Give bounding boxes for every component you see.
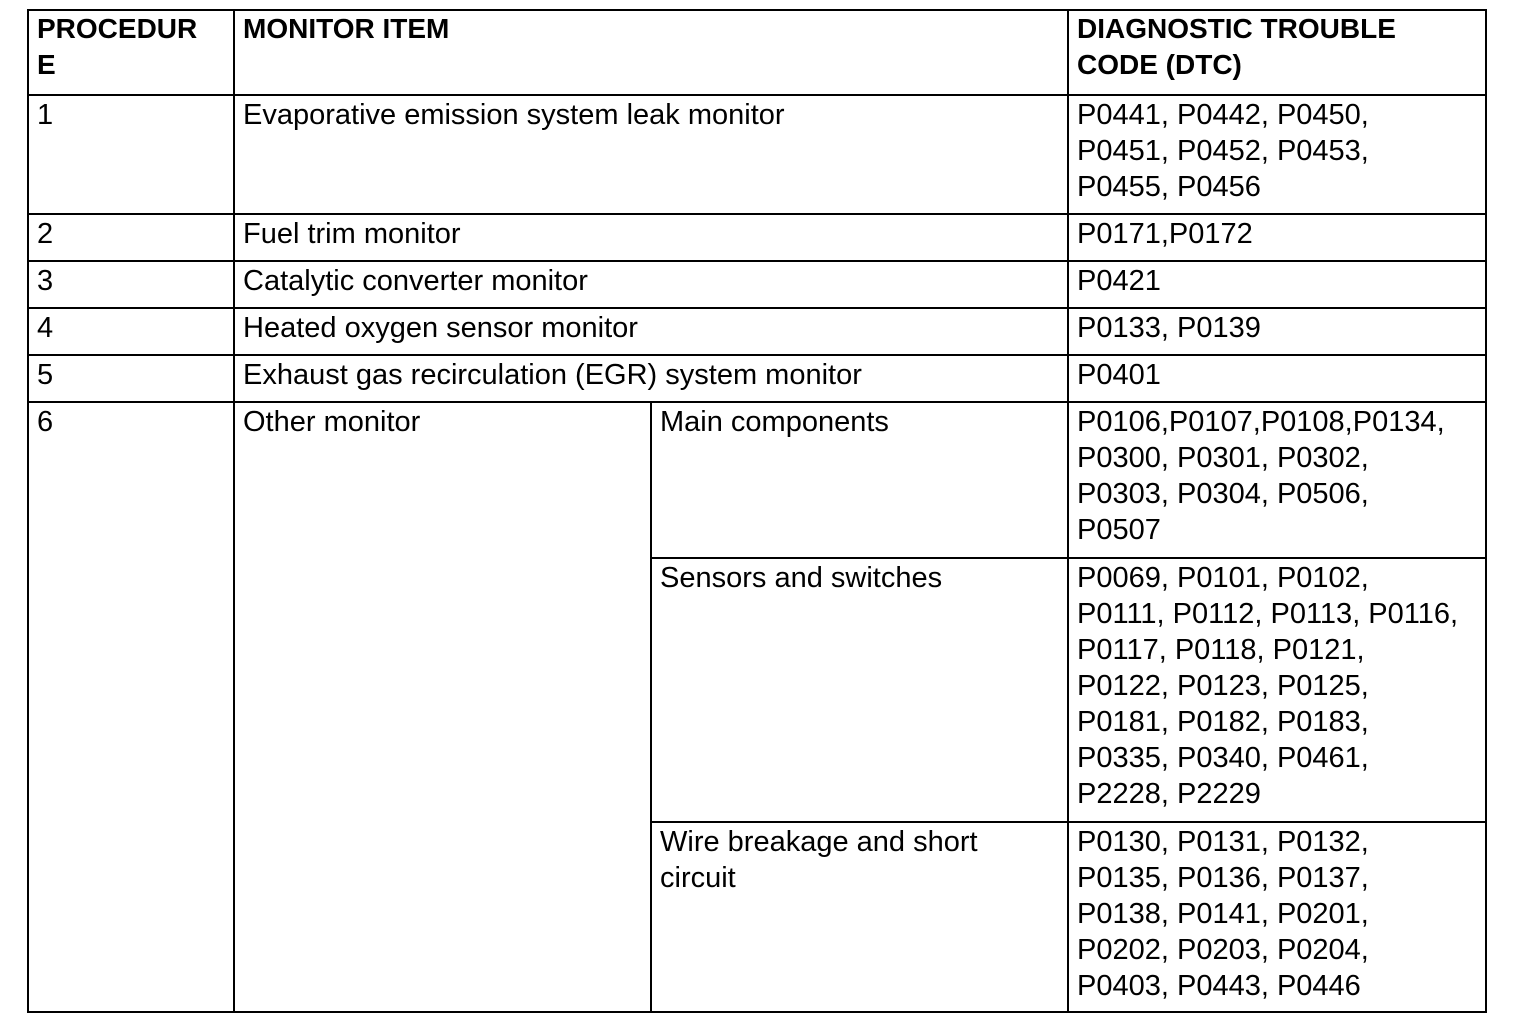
dtc-monitor-table [27, 9, 1487, 1013]
procedure-cell: 6 [28, 402, 234, 1012]
header-monitor-item: MONITOR ITEM [234, 10, 1068, 95]
dtc-cell: P0171,P0172 [1068, 214, 1486, 261]
dtc-cell: P0441, P0442, P0450, P0451, P0452, P0453, P0455, P0456 [1068, 95, 1486, 214]
procedure-cell: 4 [28, 308, 234, 355]
header-procedure: PROCEDUR E [28, 10, 234, 95]
monitor-item-cell: Other monitor [234, 402, 651, 1012]
table-row [28, 308, 1486, 355]
component-cell: Wire breakage and short circuit [651, 822, 1068, 1012]
dtc-cell: P0069, P0101, P0102, P0111, P0112, P0113, P0116, P0117, P0118, P0121, P0122, P0123, P0125, P0181, P0182, P0183, P0335, P0340, P0461, P2228, P2229 [1068, 558, 1486, 822]
dtc-cell: P0401 [1068, 355, 1486, 402]
procedure-cell: 5 [28, 355, 234, 402]
dtc-cell: P0130, P0131, P0132, P0135, P0136, P0137, P0138, P0141, P0201, P0202, P0203, P0204, P0403, P0443, P0446 [1068, 822, 1486, 1012]
component-cell: Sensors and switches [651, 558, 1068, 822]
table-row [28, 261, 1486, 308]
procedure-cell: 1 [28, 95, 234, 214]
monitor-item-cell: Fuel trim monitor [234, 214, 1068, 261]
monitor-item-cell: Heated oxygen sensor monitor [234, 308, 1068, 355]
header-row [28, 10, 1486, 95]
dtc-cell: P0421 [1068, 261, 1486, 308]
dtc-cell: P0106,P0107,P0108,P0134, P0300, P0301, P0302, P0303, P0304, P0506, P0507 [1068, 402, 1486, 558]
monitor-item-cell: Exhaust gas recirculation (EGR) system monitor [234, 355, 1068, 402]
table-row [28, 95, 1486, 214]
monitor-item-cell: Catalytic converter monitor [234, 261, 1068, 308]
table-row [28, 402, 1486, 558]
component-cell: Main components [651, 402, 1068, 558]
table-row [28, 214, 1486, 261]
table-row [28, 355, 1486, 402]
dtc-cell: P0133, P0139 [1068, 308, 1486, 355]
monitor-item-cell: Evaporative emission system leak monitor [234, 95, 1068, 214]
header-dtc: DIAGNOSTIC TROUBLE CODE (DTC) [1068, 10, 1486, 95]
procedure-cell: 3 [28, 261, 234, 308]
procedure-cell: 2 [28, 214, 234, 261]
